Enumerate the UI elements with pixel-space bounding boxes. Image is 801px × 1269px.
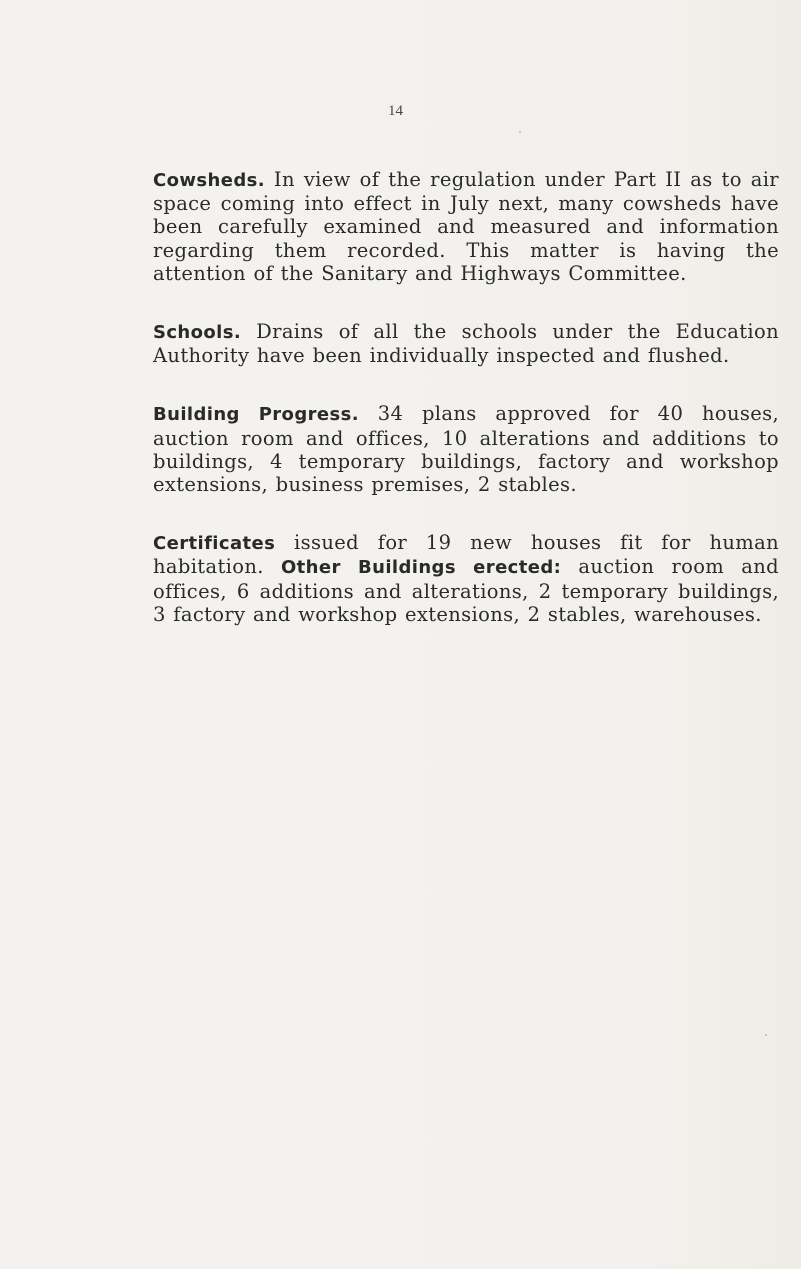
paragraph-cowsheds	[153, 168, 779, 285]
heading-schools: Schools.	[153, 322, 242, 344]
paper-speck	[519, 131, 521, 133]
heading-certificates: Certificates	[153, 533, 276, 555]
paragraph-schools-text: Drains of all the schools under the Education Authority have been individually inspected and flushed.	[153, 320, 779, 368]
paragraph-building-progress-text: 34 plans approved for 40 houses, auction room and offices, 10 alterations and additions to buildings, 4 temporary buildings, factory and workshop extensions, business premises, 2 stables.	[153, 402, 779, 497]
page-number: 14	[388, 103, 403, 119]
paragraph-cowsheds-text: In view of the regulation under Part II as to air space coming into effect in July next, many cowsheds have been carefully examined and measured and information regarding them recorded. This matter is having the attention of the Sanitary and Highways Committee.	[153, 168, 779, 285]
paragraph-certificates	[153, 531, 779, 626]
paragraph-schools	[153, 320, 779, 367]
heading-cowsheds: Cowsheds.	[153, 170, 265, 191]
paper-speck	[765, 1034, 767, 1036]
heading-other-buildings-erected: Other Buildings erected:	[280, 557, 562, 579]
page-content	[153, 168, 779, 661]
paragraph-building-progress	[153, 402, 779, 496]
heading-building-progress: Building Progress.	[153, 404, 359, 426]
paragraph-certificates-text-after: auction room and offices, 6 additions and alterations, 2 temporary buildings, 3 factory and workshop extensions, 2 stables, warehouses.	[153, 555, 779, 626]
paragraph-certificates-text-before: issued for 19 new houses fit for human habitation.	[153, 531, 779, 579]
